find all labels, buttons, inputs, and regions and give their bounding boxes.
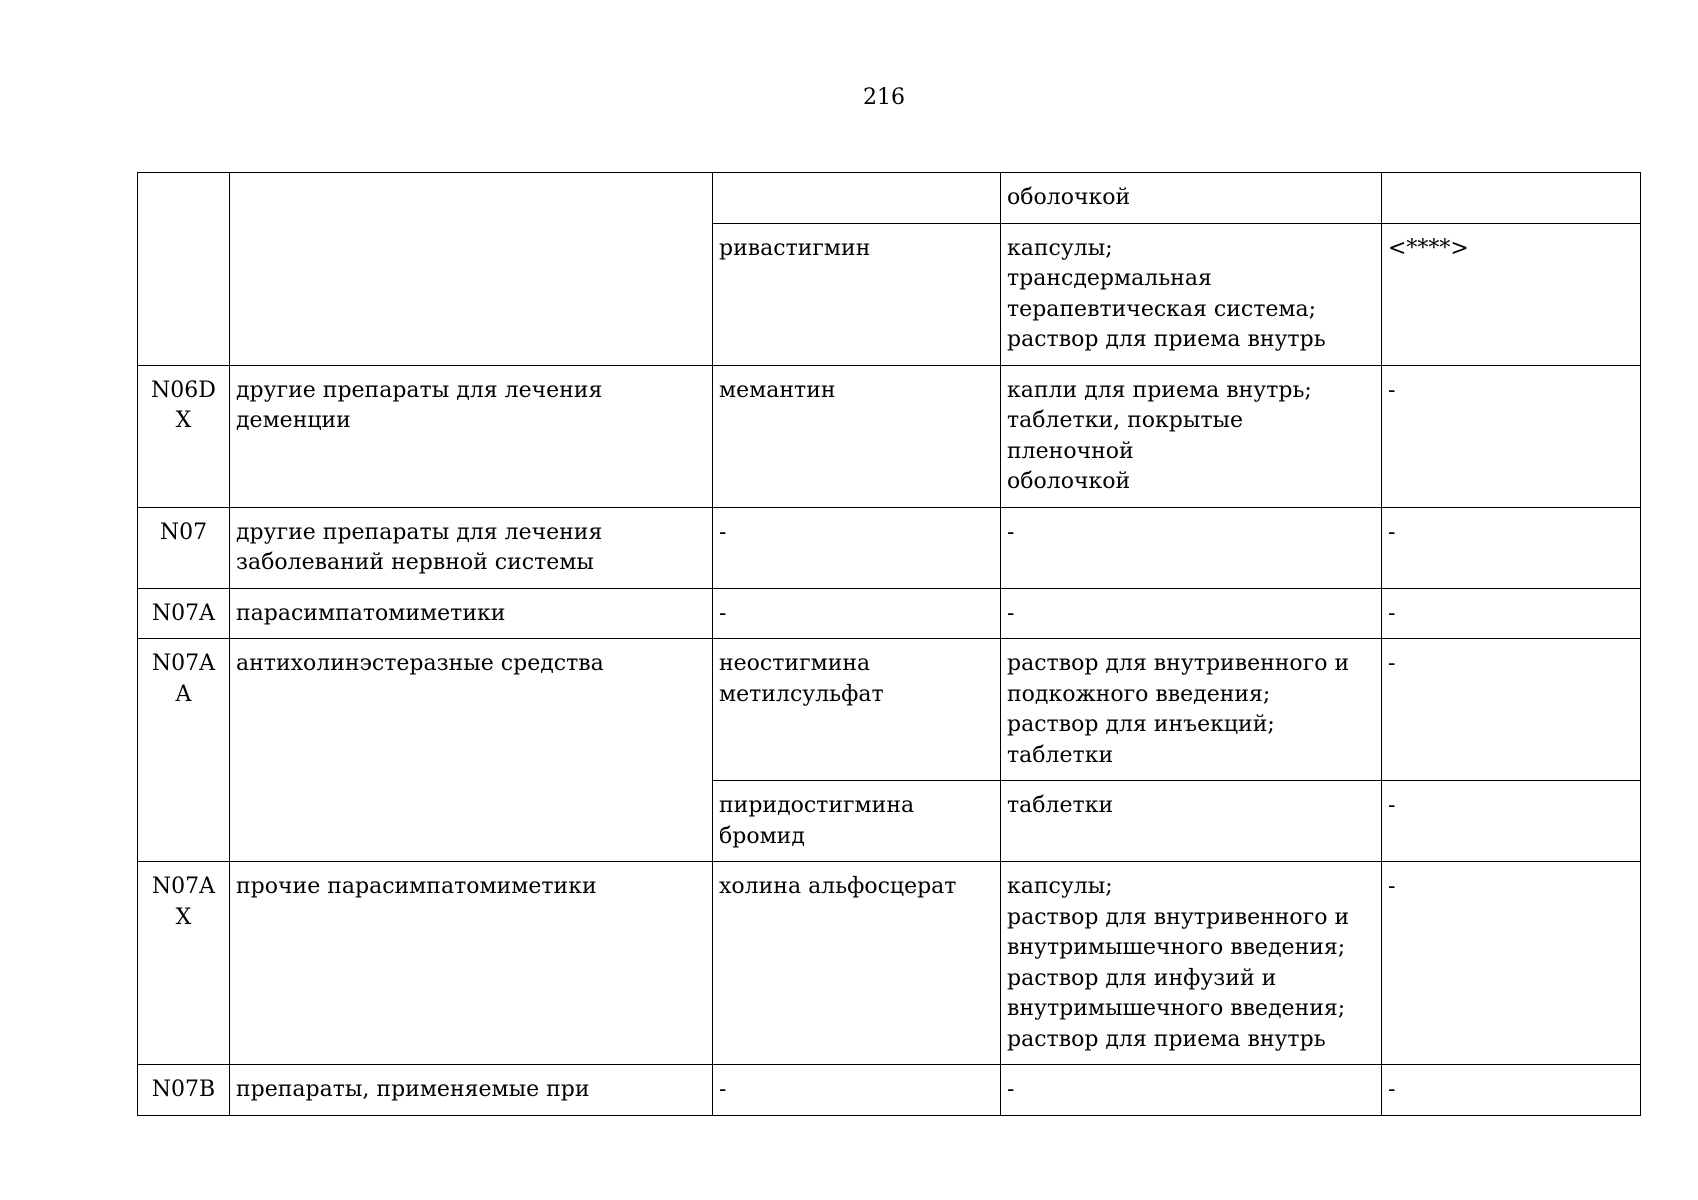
note-cell: - <box>1382 639 1641 781</box>
note-cell: <****> <box>1382 223 1641 365</box>
form-line: капсулы; <box>1007 874 1113 899</box>
group-line: заболеваний нервной системы <box>236 550 594 575</box>
form-line: раствор для инфузий и <box>1007 965 1277 991</box>
form-cell <box>1001 223 1382 365</box>
drug-cell <box>713 173 1001 224</box>
code-cell: N07A <box>138 588 230 639</box>
form-line: раствор для внутривенного и <box>1007 904 1350 930</box>
table-row <box>138 365 1641 507</box>
form-line: раствор для приема внутрь <box>1007 1026 1326 1052</box>
note-cell <box>1382 173 1641 224</box>
group-line: другие препараты для лечения <box>236 519 603 545</box>
code-cell: N07B <box>138 1065 230 1116</box>
note-cell: - <box>1382 1065 1641 1116</box>
form-cell <box>1001 365 1382 507</box>
form-cell <box>1001 173 1382 224</box>
form-line: оболочкой <box>1007 185 1131 210</box>
note-cell: - <box>1382 862 1641 1065</box>
drug-cell: - <box>713 1065 1001 1116</box>
form-line: раствор для инъекций; <box>1007 712 1275 737</box>
table-row <box>138 507 1641 588</box>
code-cell <box>138 862 230 1065</box>
form-line: подкожного введения; <box>1007 681 1271 707</box>
form-line: капли для приема внутрь; <box>1007 377 1312 403</box>
note-cell: - <box>1382 507 1641 588</box>
group-cell: парасимпатомиметики <box>230 588 713 639</box>
drug-cell: холина альфосцерат <box>713 862 1001 1065</box>
note-cell: - <box>1382 365 1641 507</box>
code-cell <box>138 639 230 862</box>
form-cell: - <box>1001 588 1382 639</box>
table-row <box>138 1065 1641 1116</box>
form-line: внутримышечного введения; <box>1007 996 1346 1021</box>
code-cell <box>138 173 230 366</box>
form-line: внутримышечного введения; <box>1007 935 1346 960</box>
form-cell <box>1001 639 1382 781</box>
form-line: раствор для приема внутрь <box>1007 327 1326 352</box>
drug-cell: - <box>713 507 1001 588</box>
drug-cell: мемантин <box>713 365 1001 507</box>
table-row <box>138 862 1641 1065</box>
page-number: 216 <box>863 85 905 110</box>
group-cell: антихолинэстеразные средства <box>230 639 713 862</box>
form-line: таблетки <box>1007 742 1114 768</box>
drug-cell <box>713 639 1001 781</box>
note-cell: - <box>1382 781 1641 862</box>
group-cell <box>230 507 713 588</box>
form-line: раствор для внутривенного и <box>1007 651 1350 676</box>
code-line: N06D <box>151 377 216 403</box>
drug-line: метилсульфат <box>719 681 884 707</box>
drug-line: бромид <box>719 823 805 849</box>
group-cell: препараты, применяемые при <box>230 1065 713 1116</box>
form-line: таблетки, покрытые пленочной <box>1007 408 1244 464</box>
group-cell: прочие парасимпатомиметики <box>230 862 713 1065</box>
code-line: N07A <box>151 651 216 676</box>
drug-line: ривастигмин <box>719 235 871 261</box>
group-cell <box>230 173 713 366</box>
drug-cell <box>713 781 1001 862</box>
table-row <box>138 639 1641 781</box>
form-line: трансдермальная <box>1007 266 1212 291</box>
drug-classification-table <box>137 172 1641 1116</box>
form-cell: - <box>1001 1065 1382 1116</box>
code-line: X <box>175 408 192 433</box>
code-line: N07A <box>151 874 216 899</box>
drug-cell: - <box>713 588 1001 639</box>
group-cell: другие препараты для лечения деменции <box>230 365 713 507</box>
table-row <box>138 173 1641 224</box>
code-line: A <box>175 681 192 707</box>
table-row <box>138 588 1641 639</box>
code-cell: N07 <box>138 507 230 588</box>
form-line: оболочкой <box>1007 469 1131 494</box>
code-cell <box>138 365 230 507</box>
drug-line: пиридостигмина <box>719 793 915 818</box>
note-cell: - <box>1382 588 1641 639</box>
form-cell <box>1001 862 1382 1065</box>
code-line: X <box>175 904 192 930</box>
form-line: капсулы; <box>1007 235 1113 261</box>
form-line: терапевтическая система; <box>1007 296 1317 322</box>
drug-cell <box>713 223 1001 365</box>
form-cell: - <box>1001 507 1382 588</box>
drug-line: неостигмина <box>719 651 871 676</box>
form-cell: таблетки <box>1001 781 1382 862</box>
